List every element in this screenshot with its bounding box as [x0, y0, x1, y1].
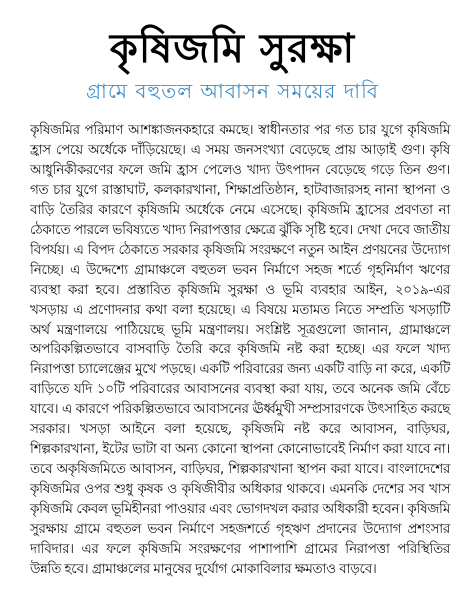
article-subhead: গ্রামে বহুতল আবাসন সময়ের দাবি [86, 79, 379, 103]
headline-container [0, 26, 465, 72]
article-headline: কৃষিজমি সুরক্ষা [109, 26, 356, 72]
subhead-container [0, 78, 465, 104]
article-body: কৃষিজমির পরিমাণ আশঙ্কাজনকহারে কমছে। স্বাধীনতার পর গত চার যুগে কৃষিজমি হ্রাস পেয়ে অর্ধেকে দাঁড়িয়েছে। এ সময় জনসংখ্যা বেড়েছে প্রায় আড়াই গুণ। কৃষি আধুনিকীকরণের ফলে জমি হ্রাস পেলেও খাদ্য উৎপাদন বেড়েছে গড়ে তিন গুণ। গত চার যুগে রাস্তাঘাট, কলকারখানা, শিক্ষাপ্রতিষ্ঠান, হাটবাজারসহ নানা স্থাপনা ও বাড়ি তৈরির কারণে কৃষিজমি অর্ধেকে নেমে এসেছে। কৃষিজমি হ্রাসের প্রবণতা না ঠেকাতে পারলে ভবিষ্যতে খাদ্য নিরাপত্তার ক্ষেত্রে ঝুঁকি সৃষ্টি হবে। দেখা দেবে জাতীয় বিপর্যয়। এ বিপদ ঠেকাতে সরকার কৃষিজমি সংরক্ষণে নতুন আইন প্রণয়নের উদ্যোগ নিচ্ছে। এ উদ্দেশ্যে গ্রামাঞ্চলে বহুতল ভবন নির্মাণে সহজ শর্তে গৃহনির্মাণ ঋণের ব্যবস্থা করা হবে। প্রস্তাবিত কৃষিজমি সুরক্ষা ও ভূমি ব্যবহার আইন, ২০১৯-এর খসড়ায় এ প্রণোদনার কথা বলা হয়েছে। এ বিষয়ে মতামত নিতে সম্প্রতি খসড়াটি অর্থ মন্ত্রণালয়ে পাঠিয়েছে ভূমি মন্ত্রণালয়। সংশ্লিষ্ট সূত্রগুলো জানান, গ্রামাঞ্চলে অপরিকল্পিতভাবে বাসবাড়ি তৈরি করে কৃষিজমি নষ্ট করা হচ্ছে। এর ফলে খাদ্য নিরাপত্তা চ্যালেঞ্জের মুখে পড়ছে। একটি পরিবারের জন্য একটি বাড়ি না করে, একটি বাড়িতে যদি ১০টি পরিবারের আবাসনের ব্যবস্থা করা যায়, তবে অনেক জমি বেঁচে যাবে। এ কারণে পরিকল্পিতভাবে আবাসনের ঊর্ধ্বমুখী সম্প্রসারণকে উৎসাহিত করছে সরকার। খসড়া আইনে বলা হয়েছে, কৃষিজমি নষ্ট করে আবাসন, বাড়িঘর, শিল্পকারখানা, ইটের ভাটা বা অন্য কোনো স্থাপনা কোনোভাবেই নির্মাণ করা যাবে না। তবে অকৃষিজমিতে আবাসন, বাড়িঘর, শিল্পকারখানা স্থাপন করা যাবে। বাংলাদেশের কৃষিজমির ওপর শুধু কৃষক ও কৃষিজীবীর অধিকার থাকবে। এমনকি দেশের সব খাস কৃষিজমি কেবল ভূমিহীনরা পাওয়ার এবং ভোগদখল করার অধিকারী হবেন। কৃষিজমি সুরক্ষায় গ্রামে বহুতল ভবন নির্মাণে সহজশর্তে গৃহঋণ প্রদানের উদ্যোগ প্রশংসার দাবিদার। এর ফলে কৃষিজমি সংরক্ষণের পাশাপাশি গ্রামের নিরাপত্তা পরিস্থিতির উন্নতি হবে। গ্রামাঞ্চলের মানুষের দুর্যোগ মোকাবিলার ক্ষমতাও বাড়বে। [30, 123, 450, 577]
